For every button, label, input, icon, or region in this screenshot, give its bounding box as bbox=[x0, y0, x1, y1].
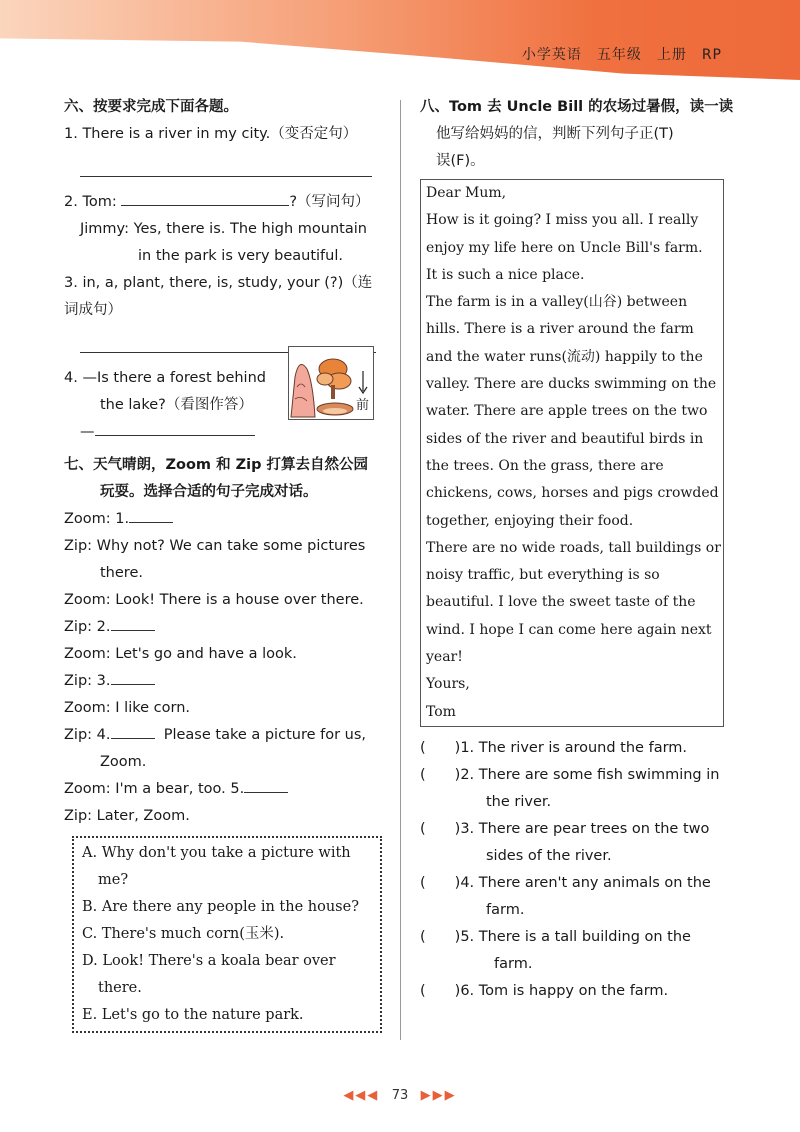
section7-title-2: 玩耍。选择合适的句子完成对话。 bbox=[100, 484, 318, 500]
right-arrows-icon: ▶▶▶ bbox=[420, 1088, 457, 1103]
answer-blank-q4[interactable] bbox=[95, 419, 255, 436]
letter-line: chickens, cows, horses and pigs crowded bbox=[426, 485, 719, 502]
letter-line: year! bbox=[426, 649, 463, 666]
section8-title-2: 他写给妈妈的信，判断下列句子正(T) bbox=[436, 126, 674, 142]
tf-item-3[interactable]: ( )3. There are pear trees on the two bbox=[420, 820, 710, 837]
left-arrows-icon: ◀◀◀ bbox=[343, 1088, 380, 1103]
letter-line: sides of the river and beautiful birds in bbox=[426, 430, 704, 447]
dialog-line-7: Zoom: I like corn. bbox=[64, 700, 190, 716]
page-footer bbox=[0, 1088, 800, 1103]
dialog-blank-3[interactable] bbox=[111, 668, 155, 685]
tf-item-2-cont: the river. bbox=[486, 793, 552, 810]
option-d: D. Look! There's a koala bear over bbox=[82, 953, 336, 969]
tf-item-6[interactable]: ( )6. Tom is happy on the farm. bbox=[420, 982, 669, 999]
section6-title: 六、按要求完成下面各题。 bbox=[64, 99, 238, 115]
option-a-cont: me? bbox=[98, 872, 129, 888]
option-e: E. Let's go to the nature park. bbox=[82, 1007, 304, 1023]
section6-q3-1: 3. in, a, plant, there, is, study, your (?)（连 bbox=[64, 275, 373, 291]
section6-q4-2: the lake?（看图作答） bbox=[100, 397, 253, 413]
dialog-line-9: Zoom: I'm a bear, too. 5. bbox=[64, 776, 376, 803]
tf-item-1[interactable]: ( )1. The river is around the farm. bbox=[420, 739, 688, 756]
header-band bbox=[0, 0, 800, 80]
letter-line: enjoy my life here on Uncle Bill's farm. bbox=[426, 239, 703, 256]
page-number: 73 bbox=[391, 1088, 409, 1103]
section8-title-1: 八、Tom 去 Uncle Bill 的农场过暑假，读一读 bbox=[420, 99, 734, 115]
tf-item-2[interactable]: ( )2. There are some fish swimming in bbox=[420, 766, 720, 783]
right-column bbox=[420, 94, 750, 1005]
tf-item-5[interactable]: ( )5. There is a tall building on the bbox=[420, 928, 691, 945]
dialog-line-8b: Zoom. bbox=[100, 754, 147, 770]
section8-title-3: 误(F)。 bbox=[436, 153, 485, 169]
letter-line: noisy traffic, but everything is so bbox=[426, 567, 660, 584]
letter-line: There are no wide roads, tall buildings or bbox=[426, 539, 721, 556]
section6-q2-jimmy-1: Jimmy: Yes, there is. The high mountain bbox=[80, 221, 367, 237]
column-divider bbox=[400, 100, 401, 1040]
letter-line: the trees. On the grass, there are bbox=[426, 457, 664, 474]
tf-item-4-cont: farm. bbox=[486, 901, 525, 918]
section7-title-1: 七、天气晴朗，Zoom 和 Zip 打算去自然公园 bbox=[64, 457, 369, 473]
tf-item-5-cont: farm. bbox=[494, 955, 533, 972]
options-box bbox=[72, 836, 382, 1033]
dialog-blank-4[interactable] bbox=[111, 722, 155, 739]
letter-line: and the water runs(流动) happily to the bbox=[426, 348, 703, 365]
dialog-line-2b: there. bbox=[100, 565, 143, 581]
front-label: 前 bbox=[355, 398, 369, 413]
section6-q3-2: 词成句） bbox=[64, 302, 122, 318]
option-a: A. Why don't you take a picture with bbox=[82, 845, 351, 861]
answer-line-q1[interactable] bbox=[80, 156, 372, 177]
letter-line: wind. I hope I can come here again next bbox=[426, 621, 712, 638]
option-d-cont: there. bbox=[98, 980, 142, 996]
letter-line: hills. There is a river around the farm bbox=[426, 321, 694, 338]
dialog-blank-2[interactable] bbox=[111, 614, 155, 631]
dialog-line-8: Zip: 4. Please take a picture for us, bbox=[64, 722, 376, 749]
section6-q2-jimmy-2: in the park is very beautiful. bbox=[138, 248, 343, 264]
dialog-blank-5[interactable] bbox=[244, 776, 288, 793]
dialog-blank-1[interactable] bbox=[129, 506, 173, 523]
dialog-line-3: Zoom: Look! There is a house over there. bbox=[64, 592, 364, 608]
dialog-line-6: Zip: 3. bbox=[64, 668, 376, 695]
tf-item-4[interactable]: ( )4. There aren't any animals on the bbox=[420, 874, 711, 891]
letter-line: Tom bbox=[426, 703, 456, 720]
dialog-line-1: Zoom: 1. bbox=[64, 506, 376, 533]
option-b: B. Are there any people in the house? bbox=[82, 899, 359, 915]
section6-q4-1: 4. —Is there a forest behind bbox=[64, 370, 266, 386]
tf-item-3-cont: sides of the river. bbox=[486, 847, 612, 864]
forest-lake-picture bbox=[288, 346, 374, 420]
dialog-line-5: Zoom: Let's go and have a look. bbox=[64, 646, 297, 662]
section6-q2-prefix: 2. Tom: bbox=[64, 194, 122, 210]
section6-q2-suffix: ?（写问句） bbox=[289, 194, 370, 210]
letter-line: How is it going? I miss you all. I really bbox=[426, 212, 699, 229]
option-c: C. There's much corn(玉米). bbox=[82, 926, 285, 942]
left-column bbox=[64, 94, 376, 1033]
letter-line: together, enjoying their food. bbox=[426, 512, 634, 529]
section6-q1: 1. There is a river in my city.（变否定句） bbox=[64, 126, 358, 142]
header-tag: 小学英语 五年级 上册 RP bbox=[521, 47, 722, 63]
letter-line: valley. There are ducks swimming on the bbox=[426, 376, 717, 393]
answer-blank-q2[interactable] bbox=[121, 189, 289, 206]
dialog-line-2: Zip: Why not? We can take some pictures bbox=[64, 538, 366, 554]
letter-line: Dear Mum, bbox=[426, 185, 507, 201]
letter-line: water. There are apple trees on the two bbox=[426, 403, 708, 420]
letter-line: It is such a nice place. bbox=[426, 266, 585, 283]
letter-line: The farm is in a valley(山谷) between bbox=[426, 294, 688, 311]
section6-q4-3: — bbox=[80, 424, 95, 440]
dialog-line-10: Zip: Later, Zoom. bbox=[64, 808, 190, 824]
letter-line: Yours, bbox=[426, 676, 470, 693]
dialog-line-4: Zip: 2. bbox=[64, 614, 376, 641]
letter-box bbox=[420, 179, 724, 727]
letter-line: beautiful. I love the sweet taste of the bbox=[426, 594, 696, 611]
